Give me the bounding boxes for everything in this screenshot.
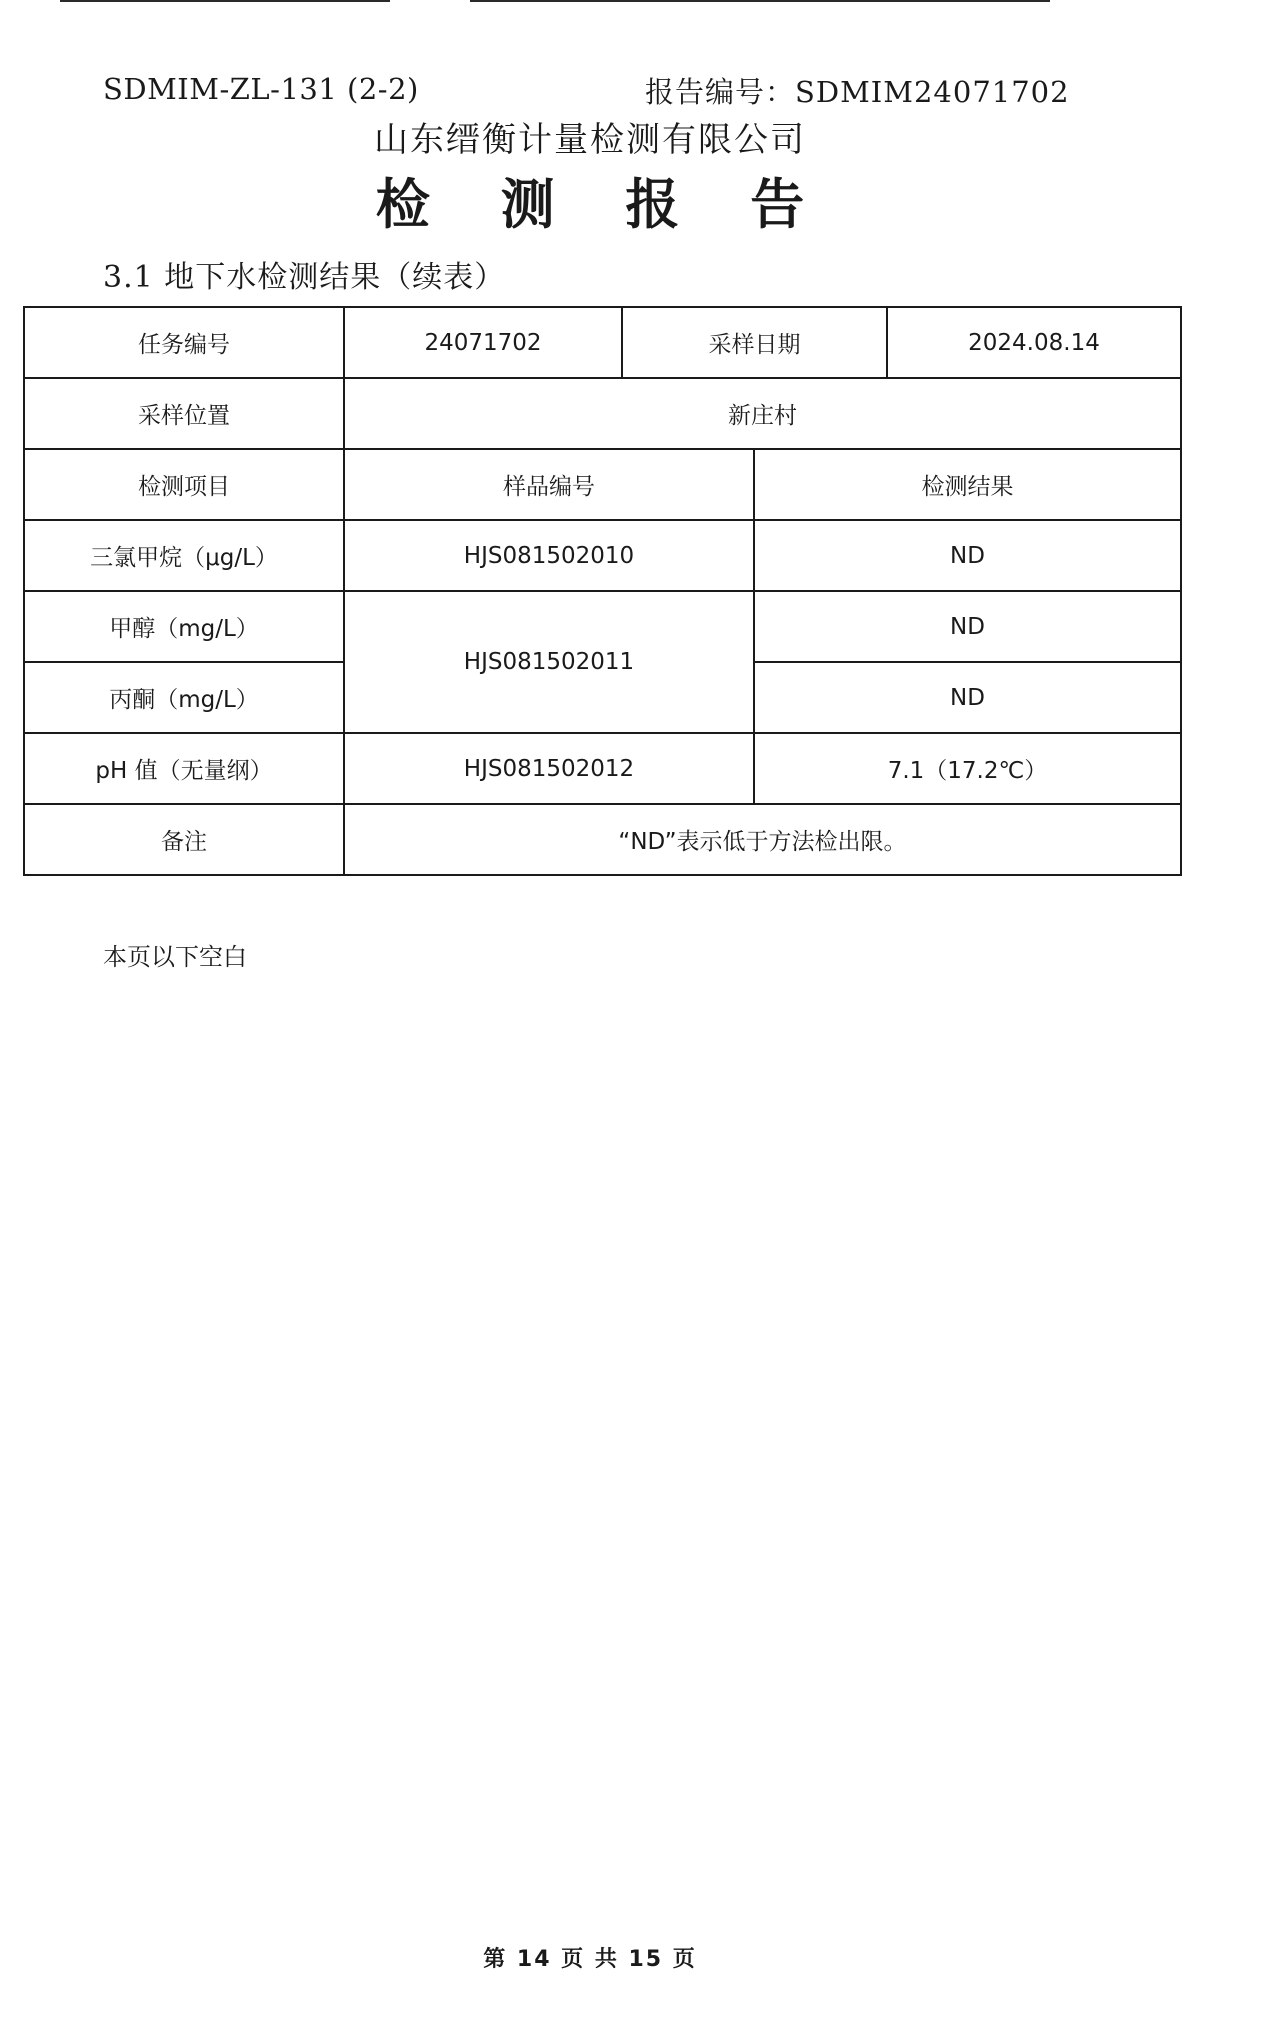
table-row: [24, 520, 1181, 591]
table-row: [24, 307, 1181, 378]
scan-edge-line-left: [60, 0, 390, 2]
table-header-row: [24, 449, 1181, 520]
sampling-date-value: 2024.08.14: [887, 307, 1181, 378]
result-cell: ND: [754, 520, 1181, 591]
table-row: [24, 591, 1181, 662]
blank-page-note: 本页以下空白: [103, 943, 247, 971]
remark-label: 备注: [24, 804, 344, 875]
item-cell: 丙酮（mg/L）: [24, 662, 344, 733]
table-row: [24, 733, 1181, 804]
scan-edge-line-right: [470, 0, 1050, 2]
column-header-item: 检测项目: [24, 449, 344, 520]
table-row: [24, 804, 1181, 875]
result-cell: ND: [754, 591, 1181, 662]
sample-number-cell: HJS081502012: [344, 733, 754, 804]
sampling-location-value: 新庄村: [344, 378, 1181, 449]
section-title: 3.1 地下水检测结果（续表）: [103, 260, 506, 295]
results-table: [23, 306, 1182, 876]
task-number-value: 24071702: [344, 307, 622, 378]
report-number: 报告编号：SDMIM24071702: [645, 75, 1070, 109]
sample-number-cell: HJS081502010: [344, 520, 754, 591]
sample-number-cell: HJS081502011: [344, 591, 754, 733]
item-cell: pH 值（无量纲）: [24, 733, 344, 804]
column-header-result: 检测结果: [754, 449, 1181, 520]
sampling-location-label: 采样位置: [24, 378, 344, 449]
result-cell: ND: [754, 662, 1181, 733]
document-title: 检 测 报 告: [375, 172, 831, 236]
table-row: [24, 378, 1181, 449]
task-number-label: 任务编号: [24, 307, 344, 378]
result-cell: 7.1（17.2℃）: [754, 733, 1181, 804]
sampling-date-label: 采样日期: [622, 307, 887, 378]
page-number-footer: 第 14 页 共 15 页: [483, 1947, 697, 1972]
item-cell: 三氯甲烷（μg/L）: [24, 520, 344, 591]
company-name: 山东缙衡计量检测有限公司: [374, 120, 806, 160]
column-header-sample-number: 样品编号: [344, 449, 754, 520]
form-code: SDMIM-ZL-131 (2-2): [103, 72, 419, 106]
remark-value: “ND”表示低于方法检出限。: [344, 804, 1181, 875]
item-cell: 甲醇（mg/L）: [24, 591, 344, 662]
